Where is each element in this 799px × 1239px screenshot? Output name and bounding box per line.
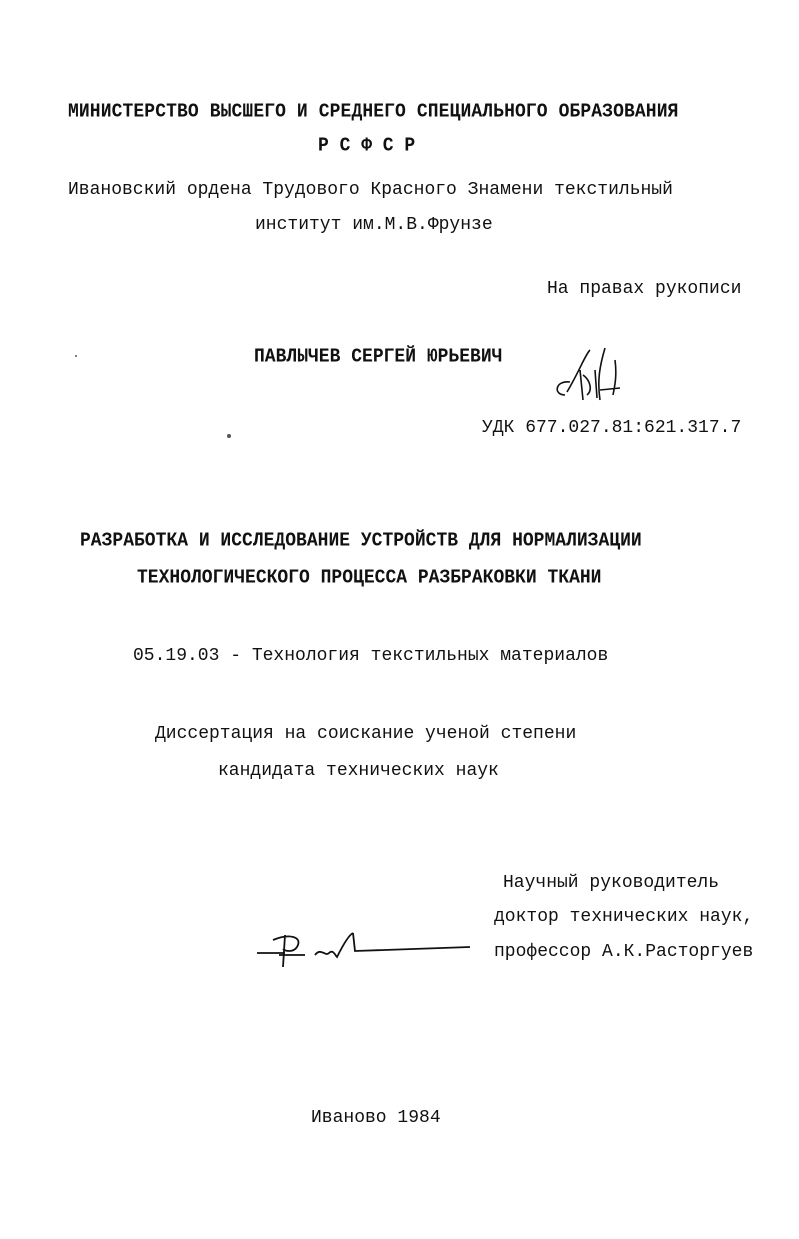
title-line-1: РАЗРАБОТКА И ИССЛЕДОВАНИЕ УСТРОЙСТВ ДЛЯ НОРМАЛИЗАЦИИ <box>80 530 642 552</box>
specialty: 05.19.03 - Технология текстильных материалов <box>133 646 609 666</box>
ministry-heading: МИНИСТЕРСТВО ВЫСШЕГО И СРЕДНЕГО СПЕЦИАЛЬНОГО ОБРАЗОВАНИЯ <box>68 101 679 123</box>
degree-line-2: кандидата технических наук <box>218 761 499 781</box>
institute-line-1: Ивановский ордена Трудового Красного Знамени текстильный <box>68 180 673 200</box>
manuscript-note: На правах рукописи <box>547 279 742 299</box>
author-signature <box>545 340 645 410</box>
supervisor-line-3: профессор А.К.Расторгуев <box>494 942 754 962</box>
supervisor-line-1: Научный руководитель <box>503 873 720 893</box>
author-name: ПАВЛЫЧЕВ СЕРГЕЙ ЮРЬЕВИЧ <box>254 346 503 368</box>
supervisor-signature <box>255 925 485 975</box>
scan-speck <box>227 434 231 438</box>
title-line-2: ТЕХНОЛОГИЧЕСКОГО ПРОЦЕССА РАЗБРАКОВКИ ТКАНИ <box>137 567 602 589</box>
scan-speck <box>75 355 77 357</box>
degree-line-1: Диссертация на соискание ученой степени <box>155 724 577 744</box>
supervisor-line-2: доктор технических наук, <box>494 907 754 927</box>
republic-heading: Р С Ф С Р <box>318 135 416 157</box>
place-and-year: Иваново 1984 <box>311 1108 441 1128</box>
institute-line-2: институт им.М.В.Фрунзе <box>255 215 493 235</box>
udc-code: УДК 677.027.81:621.317.7 <box>482 418 742 438</box>
